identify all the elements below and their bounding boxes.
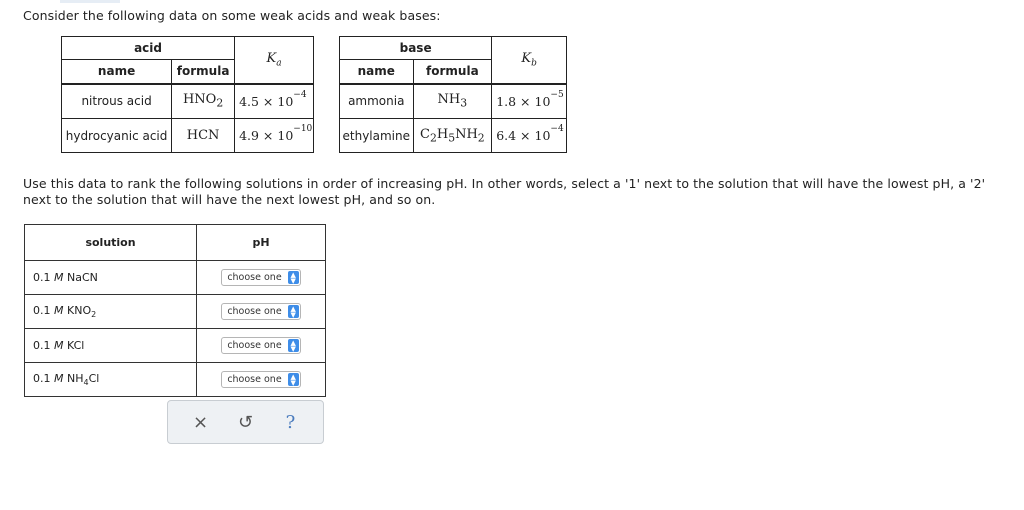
table-row (25, 329, 326, 363)
ph-rank-select[interactable]: choose one ▲ ▼ (221, 303, 300, 320)
base-formula-header: formula (413, 60, 492, 84)
table-row (25, 295, 326, 329)
ph-rank-select[interactable]: choose one ▲ ▼ (221, 371, 300, 388)
solution-label: 0.1 M $KNO_2$ (25, 295, 197, 329)
select-arrows-icon: ▲ ▼ (288, 373, 299, 386)
instructions-text: Use this data to rank the following solutions in order of increasing pH. In other words, select a '1' next to the solution that will have the lowest pH, a '2' next to the solution that will have the next lowest pH, and so on. (23, 176, 986, 207)
help-icon[interactable]: ? (285, 411, 296, 433)
ka-value: $4.5 \times 10^{-4}$ (235, 84, 314, 119)
acid-name: nitrous acid (62, 84, 172, 119)
top-strip (60, 0, 120, 3)
solution-label: 0.1 M $NH_4Cl$ (25, 363, 197, 397)
select-arrows-icon: ▲ ▼ (288, 305, 299, 318)
select-arrows-icon: ▲ ▼ (288, 271, 299, 284)
base-formula: $C_2H_5NH_2$ (413, 119, 492, 153)
kb-header: $K_b$ (492, 37, 567, 84)
acid-formula-header: formula (172, 60, 235, 84)
base-table (339, 36, 567, 153)
acid-group-header: acid (62, 37, 235, 60)
base-name-header: name (340, 60, 414, 84)
base-name: ammonia (340, 84, 414, 119)
ph-header: pH (197, 225, 326, 261)
base-name: ethylamine (340, 119, 414, 153)
table-row (25, 363, 326, 397)
acid-name: hydrocyanic acid (62, 119, 172, 153)
solution-header: solution (25, 225, 197, 261)
acid-name-header: name (62, 60, 172, 84)
ranking-table (24, 224, 326, 397)
select-arrows-icon: ▲ ▼ (288, 339, 299, 352)
table-row (25, 261, 326, 295)
kb-value: $1.8 \times 10^{-5}$ (492, 84, 567, 119)
acid-table (61, 36, 314, 153)
base-formula: $NH_3$ (413, 84, 492, 119)
solution-label: 0.1 M NaCN (25, 261, 197, 295)
answer-toolbar (167, 400, 324, 444)
kb-value: $6.4 \times 10^{-4}$ (492, 119, 567, 153)
close-icon[interactable]: × (192, 411, 209, 433)
ph-rank-select[interactable]: choose one ▲ ▼ (221, 337, 300, 354)
ka-value: $4.9 \times 10^{-10}$ (235, 119, 314, 153)
ka-header: $K_a$ (235, 37, 314, 84)
acid-formula: HCN (172, 119, 235, 153)
intro-text: Consider the following data on some weak acids and weak bases: (23, 8, 441, 23)
undo-icon[interactable]: ↺ (237, 411, 254, 433)
solution-label: 0.1 M KCl (25, 329, 197, 363)
ph-rank-select[interactable]: choose one ▲ ▼ (221, 269, 300, 286)
acid-formula: $HNO_2$ (172, 84, 235, 119)
base-group-header: base (340, 37, 492, 60)
